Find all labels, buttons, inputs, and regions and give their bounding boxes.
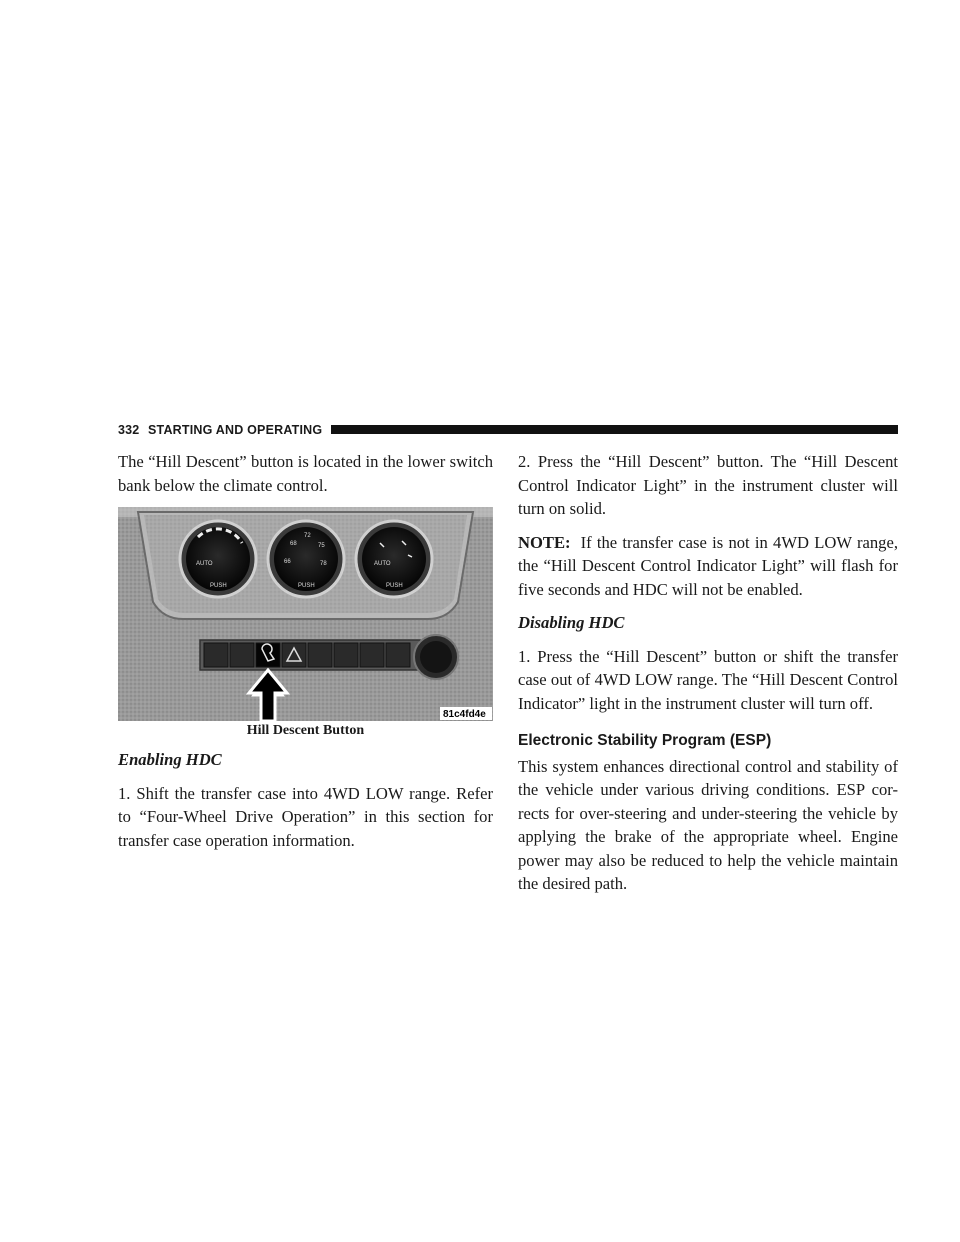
note-paragraph (518, 531, 898, 602)
temp-label-68: 68 (290, 541, 297, 547)
enabling-heading: Enabling HDC (118, 750, 222, 769)
hill-descent-figure (118, 507, 493, 721)
hill-descent-switch (256, 643, 280, 667)
mode-dial (356, 521, 432, 597)
temp-label-72: 72 (304, 533, 311, 539)
temperature-dial (268, 521, 344, 597)
temp-label-75: 75 (318, 543, 325, 549)
page-number: 332 (118, 423, 140, 437)
esp-heading: Electronic Stability Program (ESP) (518, 732, 772, 749)
enabling-step-1: 1. Shift the transfer case into 4WD LOW range. Refer to “Four-Wheel Drive Operation” in this section for transfer case operation information. (118, 783, 493, 850)
enabling-step-2: 2. Press the “Hill Descent” button. The “Hill Descent Control Indicator Light” in the instrument cluster will turn on solid. (518, 452, 898, 518)
fan-dial-auto-label: AUTO (196, 561, 213, 567)
right-column (518, 450, 898, 906)
figure-caption: Hill Descent Button (246, 723, 365, 738)
disabling-heading: Disabling HDC (518, 613, 625, 632)
fan-dial (180, 521, 256, 597)
esp-paragraph: This system enhances directional control and stability of the vehicle under various driving conditions. ESP cor-rects for over-steering and under-steering the vehicle by applying the brake of the appropriate wheel. Engine power may also be reduced to help the vehicle maintain the desired path. (518, 756, 898, 893)
section-title: STARTING AND OPERATING (148, 423, 323, 437)
temp-dial-push-label: PUSH (298, 583, 315, 589)
left-column (118, 450, 493, 862)
temp-label-78: 78 (320, 561, 327, 567)
intro-paragraph: The “Hill Descent” button is located in the lower switch bank below the climate control. (118, 452, 493, 495)
fan-dial-push-label: PUSH (210, 583, 227, 589)
temp-label-66: 66 (284, 559, 291, 565)
disabling-step-1: 1. Press the “Hill Descent” button or shift the transfer case out of 4WD LOW range. The “Hill Descent Control Indicator” light in the instrument cluster will turn off. (518, 646, 898, 713)
mode-dial-auto-label: AUTO (374, 561, 391, 567)
mode-dial-push-label: PUSH (386, 583, 403, 589)
note-text: If the transfer case is not in 4WD LOW range, the “Hill Descent Control Indicator Light” will flash for five seconds and HDC will not be enabled. (518, 532, 898, 599)
figure-code: 81c4fd4e (443, 709, 486, 720)
page-header (118, 423, 898, 437)
header-rule (331, 425, 898, 434)
dashboard-illustration (118, 507, 493, 721)
note-label: NOTE: (518, 532, 571, 552)
